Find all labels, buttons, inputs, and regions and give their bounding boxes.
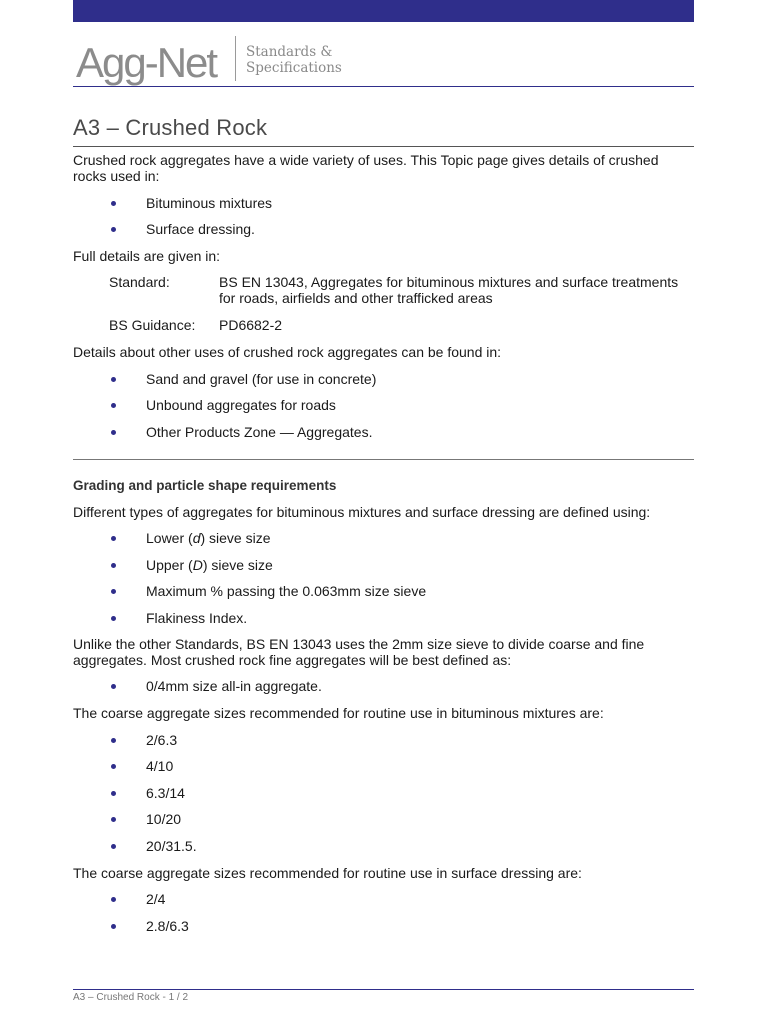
reference-standard bbox=[73, 274, 694, 306]
coarse-surface-intro: The coarse aggregate sizes recommended for routine use in surface dressing are: bbox=[73, 864, 582, 881]
section-heading: Grading and particle shape requirements bbox=[73, 477, 337, 493]
logo-divider bbox=[235, 36, 236, 81]
variable-d: d bbox=[192, 530, 201, 546]
document-body bbox=[73, 152, 694, 934]
section-divider bbox=[73, 459, 694, 460]
list-item: Bituminous mixtures bbox=[73, 195, 694, 211]
list-item: Lower (d) sieve size bbox=[73, 530, 694, 546]
logo-text: Agg-Net bbox=[76, 39, 217, 86]
coarse-bituminous-intro: The coarse aggregate sizes recommended for routine use in bituminous mixtures are: bbox=[73, 705, 604, 721]
coarse-surface-list bbox=[73, 891, 694, 934]
page-title: A3 – Crushed Rock bbox=[73, 115, 268, 140]
criteria-list bbox=[73, 530, 694, 626]
reference-label: BS Guidance: bbox=[109, 317, 196, 333]
reference-label: Standard: bbox=[109, 274, 170, 290]
uses-list bbox=[73, 195, 694, 238]
list-item: 2.8/6.3 bbox=[73, 918, 694, 934]
list-item: 2/4 bbox=[73, 891, 694, 907]
list-item: 20/31.5. bbox=[73, 838, 694, 854]
list-item: 0/4mm size all-in aggregate. bbox=[73, 678, 694, 694]
list-item: 2/6.3 bbox=[73, 732, 694, 748]
unlike-paragraph: Unlike the other Standards, BS EN 13043 uses the 2mm size sieve to divide coarse and fine aggregates. Most crushed rock fine aggregates will be best defined as: bbox=[73, 635, 645, 668]
fine-list bbox=[73, 678, 694, 694]
list-item: Other Products Zone — Aggregates. bbox=[73, 424, 694, 440]
list-item: Upper (D) sieve size bbox=[73, 557, 694, 573]
agg-net-logo bbox=[76, 38, 216, 88]
other-uses-intro: Details about other uses of crushed rock aggregates can be found in: bbox=[73, 344, 502, 360]
list-item: 10/20 bbox=[73, 811, 694, 827]
list-item: Unbound aggregates for roads bbox=[73, 397, 694, 413]
title-rule bbox=[73, 146, 694, 147]
header-rule bbox=[73, 86, 694, 87]
reference-guidance bbox=[73, 317, 694, 333]
defined-intro: Different types of aggregates for bituminous mixtures and surface dressing are defined using: bbox=[73, 503, 651, 520]
list-item: Surface dressing. bbox=[73, 221, 694, 237]
list-item: 4/10 bbox=[73, 758, 694, 774]
footer-rule bbox=[73, 989, 694, 990]
tagline-line2: Specifications bbox=[246, 60, 342, 76]
variable-D: D bbox=[192, 556, 203, 573]
page-footer: A3 – Crushed Rock - 1 / 2 bbox=[73, 992, 189, 1003]
coarse-bituminous-list bbox=[73, 732, 694, 854]
reference-value: BS EN 13043, Aggregates for bituminous mixtures and surface treatments for roads, airfields and other trafficked areas bbox=[219, 274, 679, 306]
tagline-line1: Standards & bbox=[246, 44, 333, 60]
list-item: Sand and gravel (for use in concrete) bbox=[73, 371, 694, 387]
list-item: Maximum % passing the 0.063mm size sieve bbox=[73, 583, 694, 599]
list-item: Flakiness Index. bbox=[73, 610, 694, 626]
list-item: 6.3/14 bbox=[73, 785, 694, 801]
other-uses-list bbox=[73, 371, 694, 440]
reference-value: PD6682-2 bbox=[219, 317, 283, 333]
header-bar bbox=[73, 0, 694, 22]
logo-tagline bbox=[246, 44, 342, 76]
full-details-text: Full details are given in: bbox=[73, 248, 221, 264]
intro-paragraph: Crushed rock aggregates have a wide variety of uses. This Topic page gives details of crushed rocks used in: bbox=[73, 152, 659, 184]
